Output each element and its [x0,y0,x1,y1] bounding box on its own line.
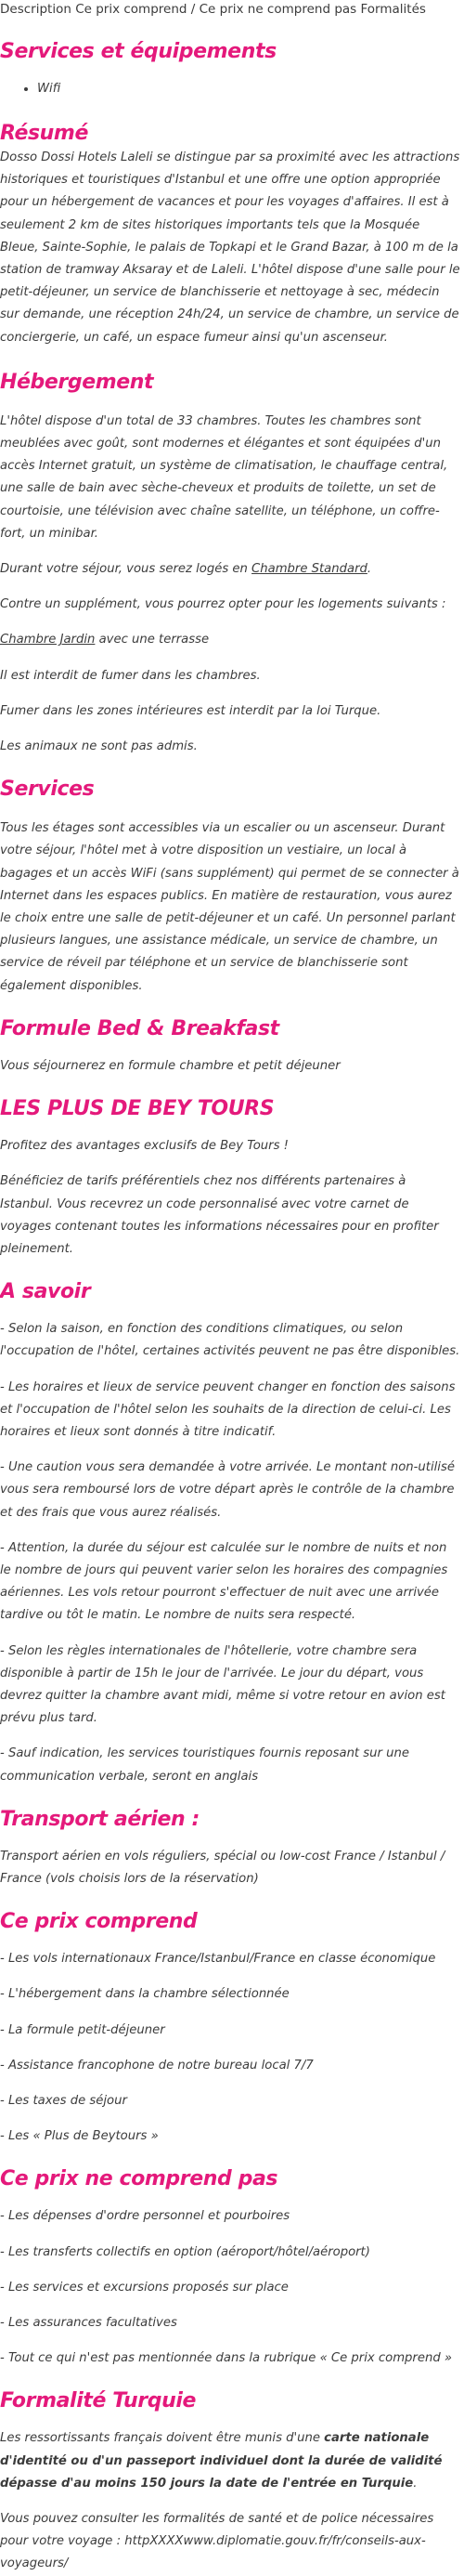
hebergement-title: Hébergement [0,370,154,394]
no-smoking-law-text: Fumer dans les zones intérieures est interdit par la loi Turque. [0,703,381,718]
ce-prix-ne-comprend-pas-title: Ce prix ne comprend pas [0,2167,278,2191]
a-savoir-item: - Selon la saison, en fonction des conditions climatiques, ou selon l'occupation de l'hôtel, certaines activités peuvent ne pas être disponibles. [0,1322,460,1359]
ce-prix-comprend-title: Ce prix comprend [0,1910,198,1934]
tabs-bar [0,0,460,19]
hebergement-paragraph: L'hôtel dispose d'un total de 33 chambres. Toutes les chambres sont meublées avec goût, sont modernes et élégantes et sont équipées d'un accès Internet gratuit, un système de climatisation, le chauffage central, une salle de bain avec sèche-cheveux et produits de toilette, un set de courtoisie, une télévision avec chaîne satellite, un téléphone, un coffre-fort, un minibar. [0,413,448,541]
formalite-identity-end: . [413,2476,418,2491]
comprend-item: - L'hébergement dans la chambre sélectionnée [0,1987,290,2002]
comprend-item: - Assistance francophone de notre bureau local 7/7 [0,2058,314,2073]
no-smoking-rooms-text: Il est interdit de fumer dans les chambres. [0,668,261,683]
resume-title: Résumé [0,122,88,145]
a-savoir-item: - Les horaires et lieux de service peuvent changer en fonction des saisons et l'occupation de l'hôtel selon les souhaits de la direction de celui-ci. Les horaires et lieux sont donnés à titre indicatif. [0,1380,456,1439]
equipement-item: • Wifi [37,80,460,98]
tab-separator: / [190,2,196,17]
hebergement-room-end: . [367,562,372,577]
comprend-item: - Les taxes de séjour [0,2093,127,2108]
a-savoir-item: - Sauf indication, les services touristiques fournis reposant sur une communication verbale, seront en anglais [0,1746,409,1784]
ne-comprend-item: - Les transferts collectifs en option (aéroport/hôtel/aéroport) [0,2244,370,2259]
chambre-jardin-link[interactable]: Chambre Jardin [0,633,96,647]
formule-title: Formule Bed & Breakfast [0,1016,279,1040]
comprend-item: - Les « Plus de Beytours » [0,2129,159,2144]
formalite-identity-text [0,2427,460,2495]
tab-ce-prix-comprend[interactable]: Ce prix comprend [75,2,187,17]
resume-text: Dosso Dossi Hotels Laleli se distingue par sa proximité avec les attractions historiques et touristiques d'Istanbul et une offre une option appropriée pour un hébergement de vacances et pour les voyages d'affaires. Il est à seulement 2 km de sites historiques importants tels que la Mosquée Bleue, Sainte-Sophie, le palais de Topkapi et le Grand Bazar, à 100 m de la station de tramway Aksaray et de Laleli. L'hôtel dispose d'une salle pour le petit-déjeuner, un service de blanchisserie et nettoyage à sec, médecin sur demande, une réception 24h/24, un service de chambre, un service de conciergerie, un café, un espace fumeur ainsi qu'un ascenseur. [0,150,460,345]
tab-description[interactable]: Description [0,2,71,17]
formule-text: Vous séjournerez en formule chambre et petit déjeuner [0,1058,341,1073]
no-pets-text: Les animaux ne sont pas admis. [0,739,198,754]
equipements-list [0,80,460,98]
formalite-identity-requirement: carte nationale d'identité ou d'un passeport individuel dont la durée de validité dépasse d'au moins 150 jours la date de l'entrée en Turquie [0,2431,443,2491]
formalite-turquie-title: Formalité Turquie [0,2389,196,2413]
a-savoir-item: - Selon les règles internationales de l'hôtellerie, votre chambre sera disponible à partir de 15h le jour de l'arrivée. Le jour du départ, vous devrez quitter la chambre avant midi, même si votre retour en avion est prévu plus tard. [0,1643,445,1726]
plus-intro-text: Profitez des avantages exclusifs de Bey Tours ! [0,1139,289,1154]
transport-title: Transport aérien : [0,1807,200,1831]
tab-formalites[interactable]: Formalités [360,2,426,17]
services-title: Services [0,778,95,802]
chambre-standard-link[interactable]: Chambre Standard [251,562,367,577]
services-equipements-title: Services et équipements [0,40,277,63]
chambre-jardin-paragraph [0,629,460,651]
ne-comprend-item: - Les assurances facultatives [0,2316,177,2330]
hebergement-room-text: Durant votre séjour, vous serez logés en [0,562,252,577]
tab-ce-prix-ne-comprend-pas[interactable]: Ce prix ne comprend pas [199,2,357,17]
comprend-item: - La formule petit-déjeuner [0,2022,165,2037]
formalite-identity-intro: Les ressortissants français doivent être munis d'une [0,2431,325,2446]
ne-comprend-item: - Les dépenses d'ordre personnel et pourboires [0,2209,290,2224]
formalite-health-text: Vous pouvez consulter les formalités de santé et de police nécessaires pour votre voyage : httpXXXXwww.diplomatie.gouv.fr/fr/conseils-aux-voyageurs/ [0,2512,434,2571]
supplement-paragraph: Contre un supplément, vous pourrez opter pour les logements suivants : [0,597,446,612]
ne-comprend-item: - Les services et excursions proposés sur place [0,2280,289,2295]
a-savoir-item: - Attention, la durée du séjour est calculée sur le nombre de nuits et non le nombre de jours qui peuvent varier selon les horaires des compagnies aériennes. Les vols retour pourront s'effectuer de nuit avec une arrivée tardive ou tôt le matin. Le nombre de nuits sera respecté. [0,1540,448,1623]
hebergement-room-paragraph [0,558,460,581]
plus-details-text: Bénéficiez de tarifs préférentiels chez nos différents partenaires à Istanbul. Vous recevrez un code personnalisé avec votre carnet de voyages contenant toutes les informations nécessaires pour en profiter pleinement. [0,1174,439,1256]
plus-bey-tours-title: LES PLUS DE BEY TOURS [0,1097,275,1121]
ne-comprend-item: - Tout ce qui n'est pas mentionnée dans la rubrique « Ce prix comprend » [0,2351,453,2366]
services-text: Tous les étages sont accessibles via un escalier ou un ascenseur. Durant votre séjour, l'hôtel met à votre disposition un vestiaire, un local à bagages et un accès WiFi (sans supplément) qui permet de se connecter à Internet dans les espaces publics. En matière de restauration, vous aurez le choix entre une salle de petit-déjeuner et un café. Un personnel parlant plusieurs langues, une assistance médicale, un service de chambre, un service de réveil par téléphone et un service de blanchisserie sont également disponibles. [0,821,459,993]
a-savoir-title: A savoir [0,1280,91,1304]
comprend-item: - Les vols internationaux France/Istanbul/France en classe économique [0,1952,436,1967]
transport-text: Transport aérien en vols réguliers, spécial ou low-cost France / Istanbul / France (vols choisis lors de la réservation) [0,1849,445,1886]
a-savoir-item: - Une caution vous sera demandée à votre arrivée. Le montant non-utilisé vous sera remboursé lors de votre départ après le contrôle de la chambre et des frais que vous aurez réalisés. [0,1460,455,1520]
chambre-jardin-text: avec une terrasse [95,633,210,647]
